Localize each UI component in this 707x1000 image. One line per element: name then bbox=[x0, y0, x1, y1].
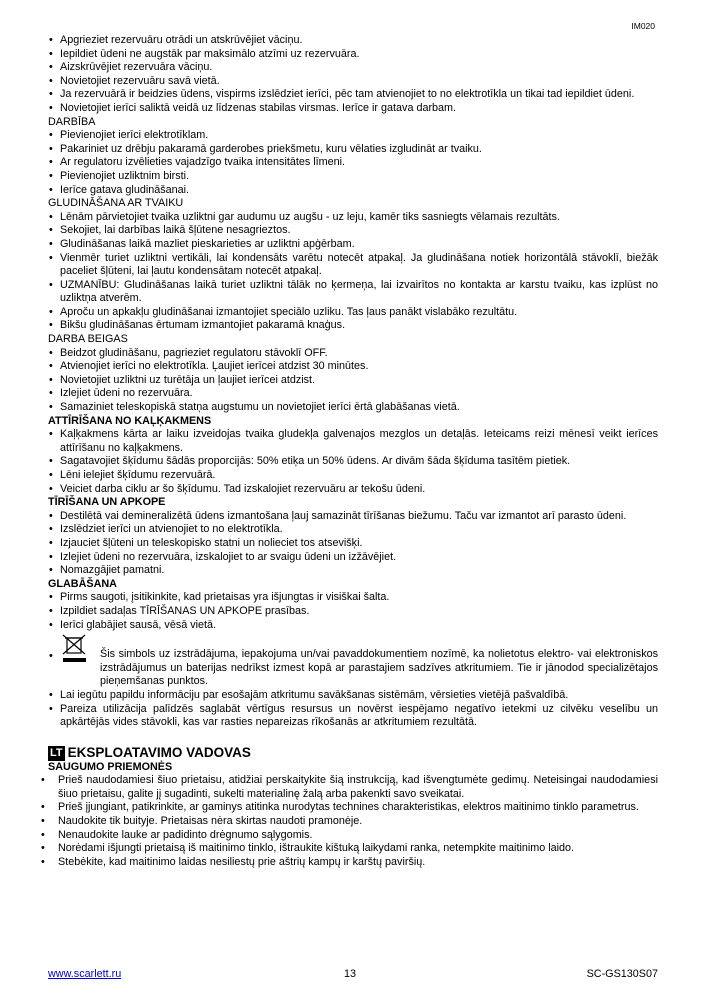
list-item: • Lēnām pārvietojiet tvaika uzliktni gar audumu uz augšu - uz leju, kamēr tiks sasniegts vēlamais rezultāts. bbox=[48, 211, 658, 225]
list-item: • Ja rezervuārā ir beidzies ūdens, vispirms izslēdziet ierīci, pēc tam atvienojiet to no elektrotīkla un tikai tad iepildiet ūdeni. bbox=[48, 88, 658, 102]
lt-section-title bbox=[48, 746, 658, 761]
list-item: • Izjauciet šļūteni un teleskopisko statni un nolieciet tos atsevišķi. bbox=[48, 537, 658, 551]
list-item: • Aproču un apkakļu gludināšanai izmantojiet speciālo uzliku. Tas ļaus panākt vislabāko rezultātu. bbox=[48, 306, 658, 320]
list-item: • Izlejiet ūdeni no rezervuāra, izskalojiet to ar svaigu ūdeni un izžāvējiet. bbox=[48, 551, 658, 565]
section-heading: ATTĪRĪŠANA NO KAĻĶAKMENS bbox=[48, 414, 212, 427]
list-item: • Samaziniet teleskopiskā statņa augstumu un novietojiet ierīci ērtā glabāšanas vietā. bbox=[48, 401, 658, 415]
list-item: • Ierīce gatava gludināšanai. bbox=[48, 184, 658, 198]
section-list bbox=[48, 428, 658, 496]
list-item: • Sekojiet, lai darbības laikā šļūtene nesagrieztos. bbox=[48, 224, 658, 238]
list-item: • Stebėkite, kad maitinimo laidas nesiliestų prie aštrių kampų ir karštų paviršių. bbox=[48, 856, 658, 870]
weee-info-list bbox=[48, 689, 658, 730]
list-item: • Novietojiet rezervuāru savā vietā. bbox=[48, 75, 658, 89]
section-list bbox=[48, 591, 658, 632]
section-list bbox=[48, 510, 658, 578]
section-heading: DARBA BEIGAS bbox=[48, 333, 128, 346]
model-code: IM020 bbox=[631, 21, 655, 31]
lt-language-badge: LT bbox=[50, 746, 63, 759]
list-item: • Nenaudokite lauke ar padidinto drėgnumo sąlygomis. bbox=[48, 829, 658, 843]
section-list bbox=[48, 34, 658, 116]
list-item: • Pareiza utilizācija palīdzēs saglabāt vērtīgus resursus un novērst iespējamo negatīvo ietekmi uz cilvēku veselību un apkārtējās vides stāvokli, kas var rasties nepareizas rīkošanās ar atkritumiem rezultātā. bbox=[48, 703, 658, 730]
list-item: • Novietojiet uzliktni uz turētāja un ļaujiet ierīcei atdzist. bbox=[48, 374, 658, 388]
list-item: • Prieš naudodamiesi šiuo prietaisu, atidžiai perskaitykite šią instrukciją, kad išvengtumėte gedimų. Neteisingai naudodamiesi šiuo prietaisu, galite jį sugadinti, sukelti materialinę žalą arba pakenkti savo sveikatai. bbox=[48, 774, 658, 801]
weee-block bbox=[48, 634, 658, 689]
section-heading: GLABĀŠANA bbox=[48, 577, 117, 590]
list-item: • Pirms saugoti, įsitikinkite, kad prietaisas yra išjungtas ir visiškai šalta. bbox=[48, 591, 658, 605]
section-list bbox=[48, 347, 658, 415]
list-item: • Pievienojiet ierīci elektrotīklam. bbox=[48, 129, 658, 143]
list-item: • Beidzot gludināšanu, pagrieziet regulatoru stāvoklī OFF. bbox=[48, 347, 658, 361]
list-item: • Lēni ielejiet šķīdumu rezervuārā. bbox=[48, 469, 658, 483]
page-number: 13 bbox=[344, 968, 357, 980]
list-item: • Kaļķakmens kārta ar laiku izveidojas tvaika gludekļa galvenajos mezglos un detaļās. Ieteicams reizi mēnesī veikt ierīces attīrīšanu no kaļķakmens. bbox=[48, 428, 658, 455]
lt-title: EKSPLOATAVIMO VADOVAS bbox=[67, 745, 251, 761]
list-item: • Izlejiet ūdeni no rezervuāra. bbox=[48, 387, 658, 401]
list-item: • Ierīci glabājiet sausā, vēsā vietā. bbox=[48, 619, 658, 633]
list-item: • Izpildiet sadaļas TĪRĪŠANAS UN APKOPE prasības. bbox=[48, 605, 658, 619]
list-item: • Bikšu gludināšanas ērtumam izmantojiet pakaramā knaģus. bbox=[48, 319, 658, 333]
list-item: • Pievienojiet uzliktnim birsti. bbox=[48, 170, 658, 184]
list-item: • Ar regulatoru izvēlieties vajadzīgo tvaika intensitātes līmeni. bbox=[48, 156, 658, 170]
list-item: • Gludināšanas laikā mazliet pieskarieties ar uzliktni apģērbam. bbox=[48, 238, 658, 252]
lt-subheading: SAUGUMO PRIEMONĖS bbox=[48, 760, 173, 773]
manual-content bbox=[48, 34, 658, 869]
list-item: • Nomazgājiet pamatni. bbox=[48, 564, 658, 578]
list-item: • Veiciet darba ciklu ar šo šķīdumu. Tad izskalojiet rezervuāru ar tekošu ūdeni. bbox=[48, 483, 658, 497]
weee-text: • Šis simbols uz izstrādājuma, iepakojuma un/vai pavaddokumentiem nozīmē, ka nolietotus elektro- vai elektroniskos izstrādājumus un baterijas nedrīkst izmest kopā ar parastajiem sadzīves atkritumiem. Tie ir jānodod specializētajos pieņemšanas punktos. bbox=[100, 648, 658, 688]
list-item: • Norėdami išjungti prietaisą iš maitinimo tinklo, ištraukite kištuką laikydami ranka, netempkite maitinimo laido. bbox=[48, 842, 658, 856]
list-item: • Izslēdziet ierīci un atvienojiet to no elektrotīkla. bbox=[48, 523, 658, 537]
list-item: • Iepildiet ūdeni ne augstāk par maksimālo atzīmi uz rezervuāra. bbox=[48, 48, 658, 62]
list-item: • Vienmēr turiet uzliktni vertikāli, lai kondensāts varētu notecēt atpakaļ. Ja gludināšana notiek horizontālā stāvoklī, biežāk paceliet šļūteni, lai ļautu kondensātam notecēt atpakaļ. bbox=[48, 252, 658, 279]
section-list bbox=[48, 211, 658, 333]
list-item: • Naudokite tik buityje. Prietaisas nėra skirtas naudoti pramonėje. bbox=[48, 815, 658, 829]
list-item: • Novietojiet ierīci saliktā veidā uz līdzenas stabilas virsmas. Ierīce ir gatava darbam. bbox=[48, 102, 658, 116]
list-item: • UZMANĪBU: Gludināšanas laikā turiet uzliktni tālāk no ķermeņa, lai izvairītos no kontakta ar karstu tvaiku, kas izplūst no uzliktņa atverēm. bbox=[48, 279, 658, 306]
list-item: • Aizskrūvējiet rezervuāra vāciņu. bbox=[48, 61, 658, 75]
section-heading: GLUDINĀŠANA AR TVAIKU bbox=[48, 197, 184, 210]
section-heading: DARBĪBA bbox=[48, 115, 96, 128]
list-item: • Prieš įjungiant, patikrinkite, ar gaminys atitinka nurodytas technines charakteristikas, elektros maitinimo tinklo parametrus. bbox=[48, 801, 658, 815]
list-item: • Lai iegūtu papildu informāciju par esošajām atkritumu savākšanas sistēmām, vērsieties vietējā pašvaldībā. bbox=[48, 689, 658, 703]
weee-crossed-bin-icon bbox=[60, 634, 100, 664]
list-item: • Sagatavojiet šķīdumu šādās proporcijās: 50% etiķa un 50% ūdens. Ar divām šāda šķīduma tasītēm pietiek. bbox=[48, 455, 658, 469]
section-list bbox=[48, 129, 658, 197]
list-item: • Atvienojiet ierīci no elektrotīkla. Ļaujiet ierīcei atdzist 30 minūtes. bbox=[48, 360, 658, 374]
lt-safety-list bbox=[48, 774, 658, 869]
list-item: • Pakariniet uz drēbju pakaramā garderobes priekšmetu, kuru vēlaties izgludināt ar tvaiku. bbox=[48, 143, 658, 157]
list-item: • Apgrieziet rezervuāru otrādi un atskrūvējiet vāciņu. bbox=[48, 34, 658, 48]
list-item: • Destilētā vai demineralizētā ūdens izmantošana ļauj samazināt tīrīšanas biežumu. Taču var izmantot arī parasto ūdeni. bbox=[48, 510, 658, 524]
sections-container bbox=[48, 34, 658, 632]
section-heading: TĪRĪŠANA UN APKOPE bbox=[48, 496, 166, 509]
product-code: SC-GS130S07 bbox=[586, 968, 658, 980]
website-link[interactable]: www.scarlett.ru bbox=[48, 968, 122, 980]
